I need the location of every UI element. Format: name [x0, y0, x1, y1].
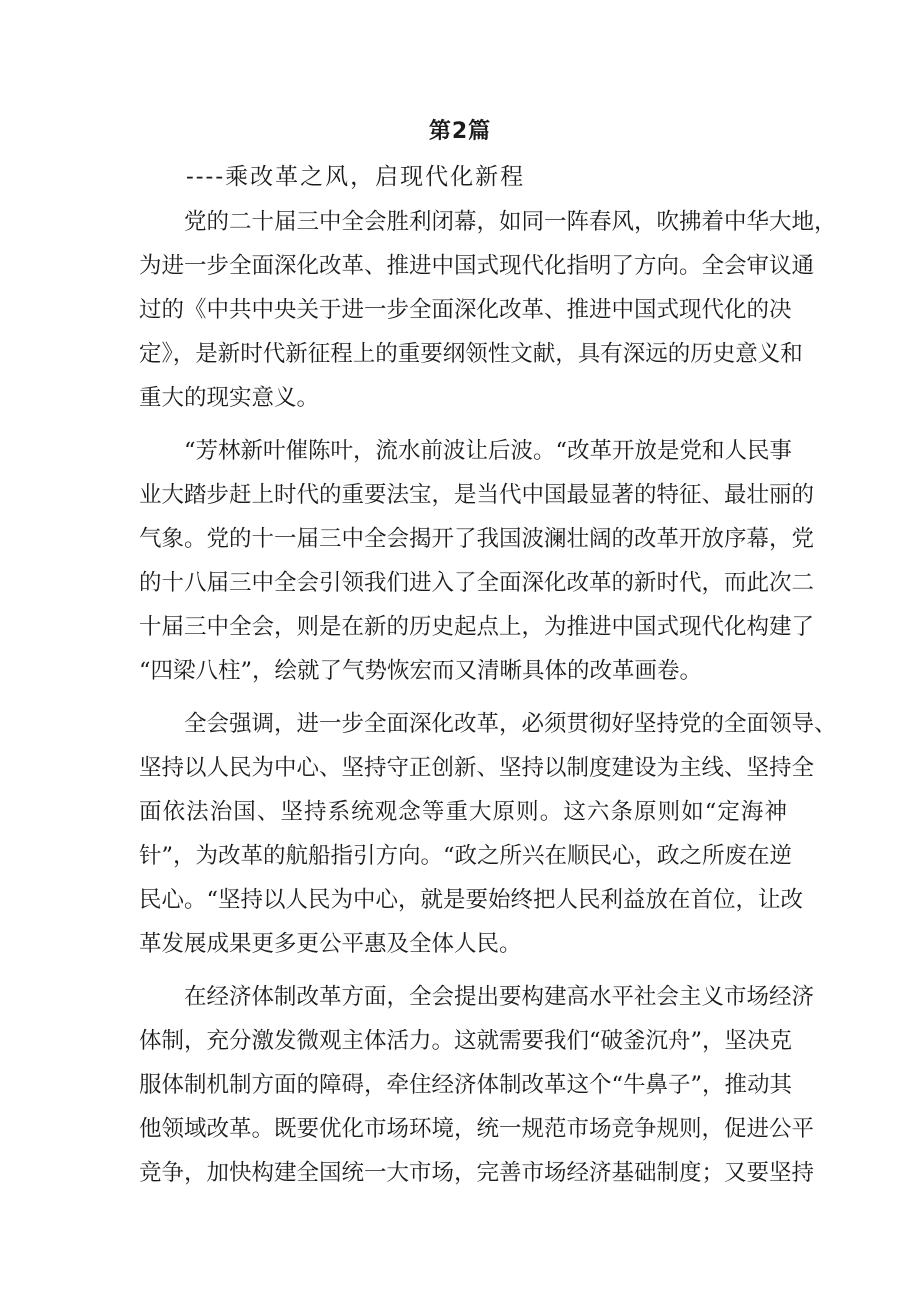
paragraph — [139, 429, 815, 693]
paragraph-line: 定》，是新时代新征程上的重要纲领性文献，具有深远的历史意义和 — [139, 341, 803, 367]
paragraph-line: 在经济体制改革方面，全会提出要构建高水平社会主义市场经济 — [139, 984, 815, 1010]
paragraph-line: 他领域改革。既要优化市场环境，统一规范市场竞争规则，促进公平 — [139, 1116, 815, 1142]
paragraph-line: 重大的现实意义。 — [139, 385, 320, 411]
paragraph-line: 过的《中共中央关于进一步全面深化改革、推进中国式现代化的决 — [139, 297, 792, 323]
paragraph-line: 坚持以人民为中心、坚持守正创新、坚持以制度建设为主线、坚持全 — [139, 755, 815, 781]
paragraph-line: 革发展成果更多更公平惠及全体人民。 — [139, 931, 522, 957]
paragraph — [139, 200, 837, 420]
subtitle: ----乘改革之风，启现代化新程 — [186, 164, 526, 190]
paragraph-line: 竞争，加快构建全国统一大市场，完善市场经济基础制度；又要坚持 — [139, 1160, 815, 1186]
paragraph-line: “芳林新叶催陈叶，流水前波让后波。“改革开放是党和人民事 — [139, 438, 793, 464]
paragraph-line: 业大踏步赶上时代的重要法宝，是当代中国最显著的特征、最壮丽的 — [139, 482, 815, 508]
page-title: 第2篇 — [428, 119, 492, 144]
paragraph-line: 全会强调，进一步全面深化改革，必须贯彻好坚持党的全面领导、 — [139, 711, 837, 737]
paragraph-line: 气象。党的十一届三中全会揭开了我国波澜壮阔的改革开放序幕，党 — [139, 526, 815, 552]
paragraph-line: 为进一步全面深化改革、推进中国式现代化指明了方向。全会审议通 — [139, 253, 815, 279]
paragraph-line: 服体制机制方面的障碍，牵住经济体制改革这个“牛鼻子”，推动其 — [139, 1072, 793, 1098]
document-body — [139, 200, 837, 1204]
paragraph — [139, 975, 815, 1195]
paragraph — [139, 702, 837, 966]
paragraph-line: 十届三中全会，则是在新的历史起点上，为推进中国式现代化构建了 — [139, 614, 815, 640]
paragraph-line: 民心。“坚持以人民为中心，就是要始终把人民利益放在首位，让改 — [139, 887, 804, 913]
paragraph-line: “四梁八柱”，绘就了气势恢宏而又清晰具体的改革画卷。 — [139, 658, 703, 684]
paragraph-line: 的十八届三中全会引领我们进入了全面深化改革的新时代，而此次二 — [139, 570, 815, 596]
paragraph-line: 针”，为改革的航船指引方向。“政之所兴在顺民心，政之所废在逆 — [139, 843, 793, 869]
paragraph-line: 面依法治国、坚持系统观念等重大原则。这六条原则如“定海神 — [139, 799, 787, 825]
paragraph-line: 体制，充分激发微观主体活力。这就需要我们“破釜沉舟”，坚决克 — [139, 1028, 793, 1054]
paragraph-line: 党的二十届三中全会胜利闭幕，如同一阵春风，吹拂着中华大地， — [139, 209, 837, 235]
